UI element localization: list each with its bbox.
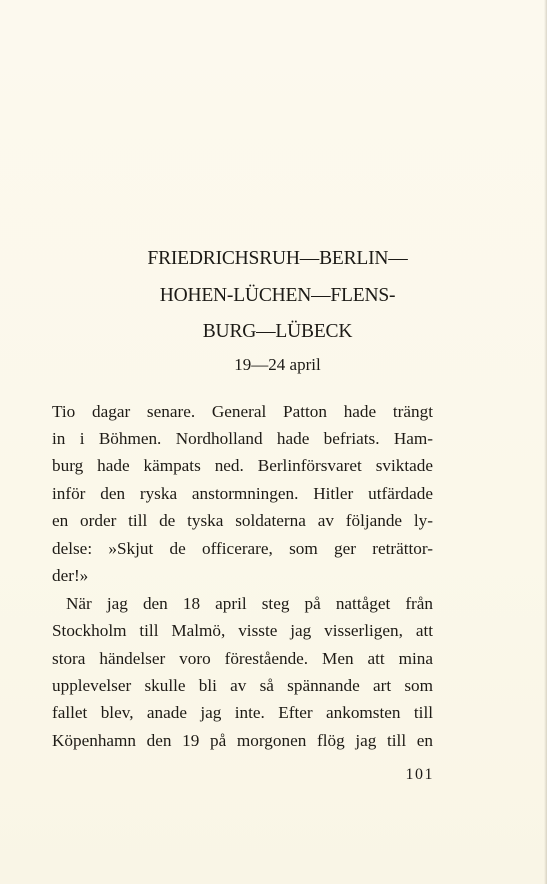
body-line: Stockholm till Malmö, visste jag visserligen, att [52,621,433,640]
chapter-date: 19—24 april [234,355,321,374]
chapter-title-line-1: FRIEDRICHSRUH—BERLIN— [147,248,408,269]
body-line: burg hade kämpats ned. Berlinförsvaret sviktade [52,456,433,475]
body-line: en order till de tyska soldaterna av följande ly- [52,511,433,530]
body-line: När jag den 18 april steg på nattåget från [66,594,433,613]
body-line: der!» [52,566,89,585]
body-line: delse: »Skjut de officerare, som ger reträttor- [52,539,433,558]
body-line: stora händelser voro förestående. Men att mina [52,649,433,668]
body-line: in i Böhmen. Nordholland hade befriats. Ham- [52,429,433,448]
page-number: 101 [405,766,434,783]
body-line: Köpenhamn den 19 på morgonen flög jag till en [52,731,433,750]
body-line: inför den ryska anstormningen. Hitler utfärdade [52,484,433,503]
body-line: fallet blev, anade jag inte. Efter ankomsten till [52,703,433,722]
chapter-title-line-2: HOHEN-LÜCHEN—FLENS- [159,285,396,306]
body-line: upplevelser skulle bli av så spännande art som [52,676,433,695]
chapter-title-line-3: BURG—LÜBECK [202,321,353,342]
body-line: Tio dagar senare. General Patton hade trängt [52,402,433,421]
